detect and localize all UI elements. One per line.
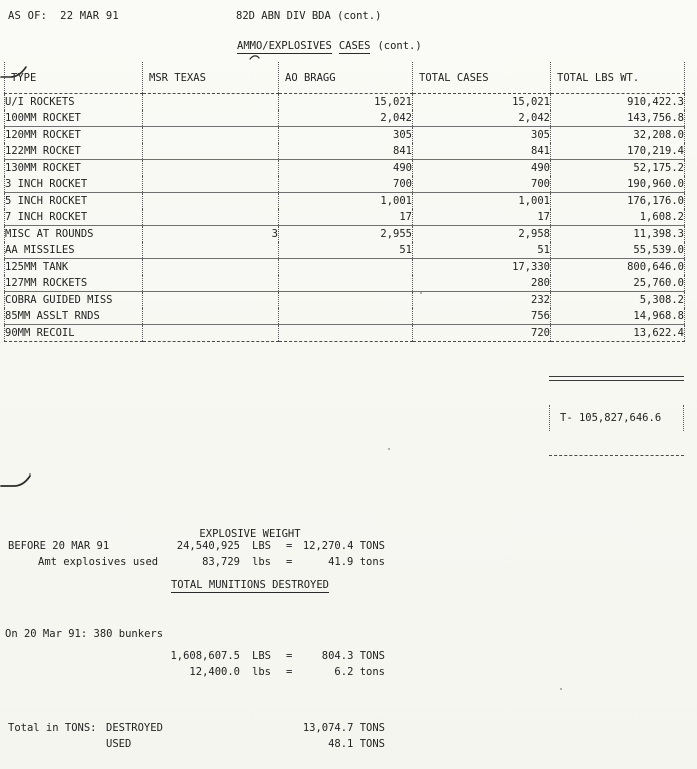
- cell-ao-bragg: 15,021: [279, 94, 413, 111]
- ammo-table-body: [5, 94, 685, 342]
- total-value: 48.1 TONS: [328, 738, 385, 750]
- cell-total-cases: 232: [413, 292, 551, 309]
- cell-type: 90MM RECOIL: [5, 325, 143, 342]
- cell-msr-texas: [143, 325, 279, 342]
- totals-label: Total in TONS:: [8, 722, 97, 734]
- totals-rows: [8, 722, 408, 754]
- cell-total-lbs: 143,756.8: [551, 110, 685, 127]
- cell-ao-bragg: 2,042: [279, 110, 413, 127]
- cell-msr-texas: [143, 209, 279, 226]
- total-row: [8, 722, 408, 738]
- cell-type: 122MM ROCKET: [5, 143, 143, 160]
- scan-speck: [420, 292, 422, 294]
- cell-msr-texas: [143, 176, 279, 193]
- cell-total-lbs: 55,539.0: [551, 242, 685, 259]
- conversion-row: [8, 540, 408, 556]
- cell-ao-bragg: 51: [279, 242, 413, 259]
- table-row: [5, 143, 685, 160]
- cell-total-lbs: 14,968.8: [551, 308, 685, 325]
- cell-msr-texas: [143, 94, 279, 111]
- cell-ao-bragg: 1,001: [279, 193, 413, 210]
- cell-total-lbs: 52,175.2: [551, 160, 685, 177]
- row-label: BEFORE 20 MAR 91: [8, 540, 110, 552]
- cell-type: 7 INCH ROCKET: [5, 209, 143, 226]
- cell-ao-bragg: [279, 259, 413, 276]
- cell-total-cases: 700: [413, 176, 551, 193]
- cell-ao-bragg: [279, 325, 413, 342]
- grand-total-value: T- 105,827,646.6: [549, 405, 684, 431]
- cell-msr-texas: [143, 259, 279, 276]
- cell-total-cases: 2,958: [413, 226, 551, 243]
- cell-ao-bragg: 305: [279, 127, 413, 144]
- row-label: Amt explosives used: [38, 556, 159, 568]
- cell-total-lbs: 5,308.2: [551, 292, 685, 309]
- cell-type: AA MISSILES: [5, 242, 143, 259]
- cell-total-cases: 720: [413, 325, 551, 342]
- cell-msr-texas: [143, 275, 279, 292]
- pounds-value: 12,400.0: [189, 666, 240, 678]
- explosive-weight-title: EXPLOSIVE WEIGHT: [199, 528, 301, 540]
- scan-speck: [388, 448, 390, 450]
- cell-total-lbs: 32,208.0: [551, 127, 685, 144]
- section-title-word2: CASES: [338, 40, 371, 52]
- table-row: [5, 110, 685, 127]
- table-row: [5, 242, 685, 259]
- as-of-date: AS OF: 22 MAR 91: [8, 10, 119, 22]
- cell-total-lbs: 11,398.3: [551, 226, 685, 243]
- cell-ao-bragg: 490: [279, 160, 413, 177]
- cell-total-cases: 490: [413, 160, 551, 177]
- column-header-total-lbs: TOTAL LBS WT.: [551, 62, 685, 94]
- cell-ao-bragg: 17: [279, 209, 413, 226]
- cell-msr-texas: 3: [143, 226, 279, 243]
- bunkers-heading: On 20 Mar 91: 380 bunkers: [5, 628, 164, 640]
- total-name: DESTROYED: [106, 722, 163, 734]
- table-row: [5, 259, 685, 276]
- cell-type: COBRA GUIDED MISS: [5, 292, 143, 309]
- cell-msr-texas: [143, 193, 279, 210]
- column-header-total-cases: TOTAL CASES: [413, 62, 551, 94]
- cell-type: 125MM TANK: [5, 259, 143, 276]
- cell-total-cases: 305: [413, 127, 551, 144]
- column-header-ao-bragg: AO BRAGG: [279, 62, 413, 94]
- column-header-type: TYPE: [5, 62, 143, 94]
- cell-msr-texas: [143, 242, 279, 259]
- cell-type: 3 INCH ROCKET: [5, 176, 143, 193]
- cell-type: 127MM ROCKETS: [5, 275, 143, 292]
- total-value: 13,074.7 TONS: [302, 722, 385, 734]
- cell-total-lbs: 25,760.0: [551, 275, 685, 292]
- cell-msr-texas: [143, 160, 279, 177]
- handwritten-mark-left-margin: [0, 472, 32, 490]
- table-row: [5, 209, 685, 226]
- conversion-row: [8, 650, 408, 666]
- equals-sign: =: [286, 666, 293, 678]
- cell-ao-bragg: 841: [279, 143, 413, 160]
- column-header-msr-texas: MSR TEXAS: [143, 62, 279, 94]
- cell-ao-bragg: [279, 275, 413, 292]
- cell-msr-texas: [143, 308, 279, 325]
- pounds-value: 83,729: [202, 556, 240, 568]
- tons-value: 41.9 tons: [328, 556, 385, 568]
- cell-total-cases: 2,042: [413, 110, 551, 127]
- section-title: [237, 40, 422, 52]
- table-header-row: [5, 62, 685, 94]
- pounds-unit: LBS: [252, 650, 271, 662]
- cell-msr-texas: [143, 127, 279, 144]
- cell-total-cases: 17: [413, 209, 551, 226]
- pounds-unit: lbs: [252, 556, 271, 568]
- bunkers-rows: [8, 650, 408, 682]
- equals-sign: =: [286, 556, 293, 568]
- scan-speck: [560, 688, 562, 690]
- grand-total-double-rule: [549, 376, 684, 381]
- section-title-suffix: (cont.): [377, 40, 422, 52]
- cell-type: 85MM ASSLT RNDS: [5, 308, 143, 325]
- cell-msr-texas: [143, 143, 279, 160]
- table-row: [5, 226, 685, 243]
- cell-type: 130MM ROCKET: [5, 160, 143, 177]
- document-title: 82D ABN DIV BDA (cont.): [236, 10, 382, 22]
- handwritten-tick: [249, 53, 261, 61]
- table-row: [5, 325, 685, 342]
- grand-total-box: [549, 352, 684, 470]
- cell-total-lbs: 1,608.2: [551, 209, 685, 226]
- table-row: [5, 193, 685, 210]
- cell-total-cases: 1,001: [413, 193, 551, 210]
- table-row: [5, 308, 685, 325]
- cell-ao-bragg: [279, 292, 413, 309]
- ammo-explosives-table: [4, 62, 685, 342]
- cell-total-cases: 841: [413, 143, 551, 160]
- pounds-unit: lbs: [252, 666, 271, 678]
- cell-total-lbs: 800,646.0: [551, 259, 685, 276]
- conversion-row: [8, 666, 408, 682]
- weight-summary-rows: [8, 540, 408, 572]
- grand-total-bottom-rule: [549, 455, 684, 458]
- table-row: [5, 160, 685, 177]
- cell-type: MISC AT ROUNDS: [5, 226, 143, 243]
- table-row: [5, 292, 685, 309]
- table-row: [5, 176, 685, 193]
- cell-ao-bragg: 700: [279, 176, 413, 193]
- cell-type: U/I ROCKETS: [5, 94, 143, 111]
- cell-total-lbs: 170,219.4: [551, 143, 685, 160]
- cell-type: 120MM ROCKET: [5, 127, 143, 144]
- cell-type: 100MM ROCKET: [5, 110, 143, 127]
- cell-total-cases: 280: [413, 275, 551, 292]
- equals-sign: =: [286, 540, 293, 552]
- cell-total-cases: 51: [413, 242, 551, 259]
- cell-total-cases: 15,021: [413, 94, 551, 111]
- cell-total-lbs: 13,622.4: [551, 325, 685, 342]
- pounds-value: 24,540,925: [176, 540, 240, 552]
- equals-sign: =: [286, 650, 293, 662]
- cell-total-lbs: 910,422.3: [551, 94, 685, 111]
- cell-total-cases: 17,330: [413, 259, 551, 276]
- munitions-destroyed-subtitle: TOTAL MUNITIONS DESTROYED: [170, 579, 330, 591]
- table-header: [5, 62, 685, 94]
- table-row: [5, 127, 685, 144]
- total-row: [8, 738, 408, 754]
- cell-type: 5 INCH ROCKET: [5, 193, 143, 210]
- table-row: [5, 94, 685, 111]
- pounds-unit: LBS: [252, 540, 271, 552]
- total-name: USED: [106, 738, 132, 750]
- cell-msr-texas: [143, 110, 279, 127]
- table-row: [5, 275, 685, 292]
- cell-ao-bragg: 2,955: [279, 226, 413, 243]
- conversion-row: [8, 556, 408, 572]
- handwritten-mark-top-left: [0, 64, 28, 80]
- cell-total-lbs: 176,176.0: [551, 193, 685, 210]
- pounds-value: 1,608,607.5: [170, 650, 240, 662]
- cell-ao-bragg: [279, 308, 413, 325]
- cell-total-cases: 756: [413, 308, 551, 325]
- cell-total-lbs: 190,960.0: [551, 176, 685, 193]
- tons-value: 12,270.4 TONS: [302, 540, 385, 552]
- section-title-word1: AMMO/EXPLOSIVES: [237, 40, 332, 52]
- cell-msr-texas: [143, 292, 279, 309]
- tons-value: 804.3 TONS: [321, 650, 385, 662]
- tons-value: 6.2 tons: [334, 666, 385, 678]
